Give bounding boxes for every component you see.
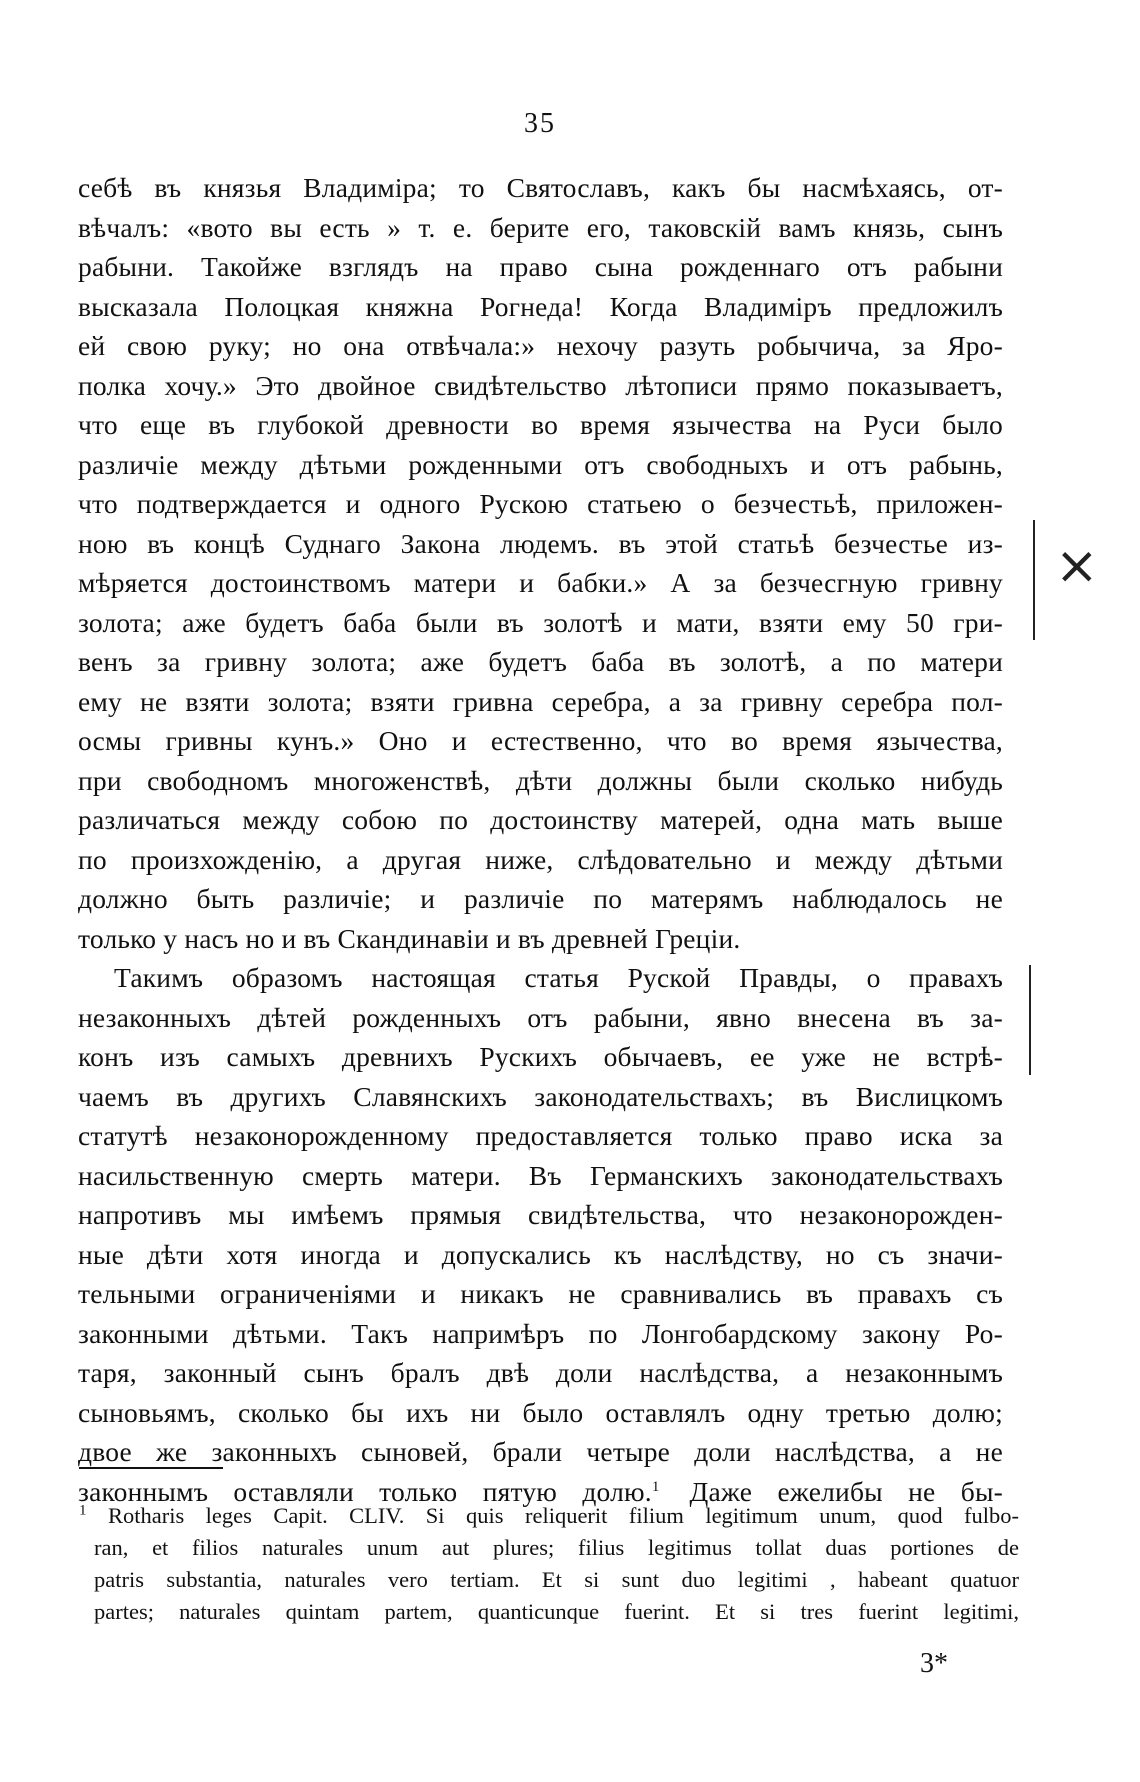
text-line: чаемъ въ другихъ Славянскихъ законодательствахъ; въ Вислицкомъ xyxy=(78,1080,1003,1112)
text-line: себѣ въ князья Владиміра; то Святославъ, какъ бы насмѣхаясь, от- xyxy=(78,172,1003,203)
text-line: сыновьямъ, сколько бы ихъ ни было оставлялъ одну третью долю; xyxy=(78,1396,1003,1428)
text-line: насильственную смерть матери. Въ Германскихъ законодательствахъ xyxy=(78,1159,1003,1191)
text-line: только у насъ но и въ Скандинавіи и въ древней Греціи. xyxy=(78,922,741,954)
text-line-start: законнымъ оставляли только пятую долю. xyxy=(78,1475,652,1507)
text-line: различіе между дѣтьми рожденными отъ свободныхъ и отъ рабынь, xyxy=(78,448,1003,480)
text-line: венъ за гривну золота; аже будетъ баба въ золотѣ, а по матери xyxy=(78,646,1003,677)
footnote-line xyxy=(79,1500,1019,1532)
text-line: рабыни. Такойже взглядъ на право сына рожденнаго отъ рабыни xyxy=(78,251,1003,282)
text-line: тельными ограниченіями и никакъ не сравнивались въ правахъ съ xyxy=(78,1278,1003,1309)
text-line: ные дѣти хотя иногда и допускались къ наслѣдству, но съ значи- xyxy=(78,1238,1003,1270)
text-line: напротивъ мы имѣемъ прямыя свидѣтельства, что незаконорожден- xyxy=(78,1199,1003,1230)
text-line: по произхожденію, а другая ниже, слѣдовательно и между дѣтьми xyxy=(78,843,1003,875)
text-line: должно быть различіе; и различіе по матерямъ наблюдалось не xyxy=(78,883,1003,914)
text-line: ей свою руку; но она отвѣчала:» нехочу разуть робычича, за Яро- xyxy=(78,330,1003,361)
text-line: незаконныхъ дѣтей рожденныхъ отъ рабыни, явно внесена въ за- xyxy=(78,1001,1003,1033)
text-line: ною въ концѣ Суднаго Закона людемъ. въ этой статьѣ безчестье из- xyxy=(78,527,1003,559)
text-line: таря, законный сынъ бралъ двѣ доли наслѣдства, а незаконнымъ xyxy=(78,1357,1003,1388)
text-line: ему не взяти золота; взяти гривна серебра, а за гривну серебра пол- xyxy=(78,685,1003,717)
text-line: золота; аже будетъ баба были въ золотѣ и мати, взяти ему 50 гри- xyxy=(78,606,1003,638)
text-line: высказала Полоцкая княжна Рогнеда! Когда Владиміръ предложилъ xyxy=(78,290,1003,322)
signature-mark: 3* xyxy=(920,1648,948,1679)
text-line: законными дѣтьми. Такъ напримѣръ по Лонгобардскому закону Ро- xyxy=(78,1317,1003,1349)
footnote-text: Rotharis leges Capit. CLIV. Si quis reliquerit filium legitimum unum, quod fulbo- xyxy=(107,1503,1020,1528)
text-line: двое же законныхъ сыновей, брали четыре доли наслѣдства, а не xyxy=(78,1436,1003,1467)
footnote-line: partes; naturales quintam partem, quanticunque fuerint. Et si tres fuerint legitimi, xyxy=(94,1599,1019,1624)
page-number: 35 xyxy=(524,108,556,139)
text-line: Такимъ образомъ настоящая статья Руской Правды, о правахъ xyxy=(114,962,1003,993)
margin-bracket-mark xyxy=(1029,965,1035,1075)
text-line: при свободномъ многоженствѣ, дѣти должны были сколько нибудь xyxy=(78,764,1003,796)
text-line: мѣряется достоинствомъ матери и бабки.» А за безчесгную гривну xyxy=(78,567,1003,598)
text-line: статутѣ незаконорожденному предоставляется только право иска за xyxy=(78,1120,1003,1151)
footnote-number: 1 xyxy=(79,1502,87,1519)
text-line: конъ изъ самыхъ древнихъ Рускихъ обычаевъ, ее уже не встрѣ- xyxy=(78,1041,1003,1072)
text-line: вѣчалъ: «вото вы есть » т. е. берите его, таковскій вамъ князь, сынъ xyxy=(78,211,1003,243)
text-line: полка хочу.» Это двойное свидѣтельство лѣтописи прямо показываетъ, xyxy=(78,369,1003,401)
text-line: различаться между собою по достоинству матерей, одна мать выше xyxy=(78,804,1003,835)
text-line: что подтверждается и одного Рускою статьею о безчестьѣ, приложен- xyxy=(78,488,1003,519)
margin-bracket-mark xyxy=(1033,520,1039,640)
main-text-block xyxy=(78,168,1003,1511)
text-line: что еще въ глубокой древности во время язычества на Руси было xyxy=(78,409,1003,440)
margin-x-mark-icon: ⨯ xyxy=(1055,536,1099,596)
footnote-divider xyxy=(79,1467,223,1469)
footnotes-block xyxy=(79,1500,1020,1628)
footnote-line: ran, et filios naturales unum aut plures; filius legitimus tollat duas portiones de xyxy=(94,1535,1019,1560)
footnote-line: patris substantia, naturales vero tertiam. Et si sunt duo legitimi , habeant quatuor xyxy=(94,1567,1019,1592)
footnote-marker: 1 xyxy=(651,1478,660,1495)
text-line-end: Даже ежелибы не бы- xyxy=(689,1475,1003,1507)
text-line: осмы гривны кунъ.» Оно и естественно, что во время язычества, xyxy=(78,725,1003,756)
